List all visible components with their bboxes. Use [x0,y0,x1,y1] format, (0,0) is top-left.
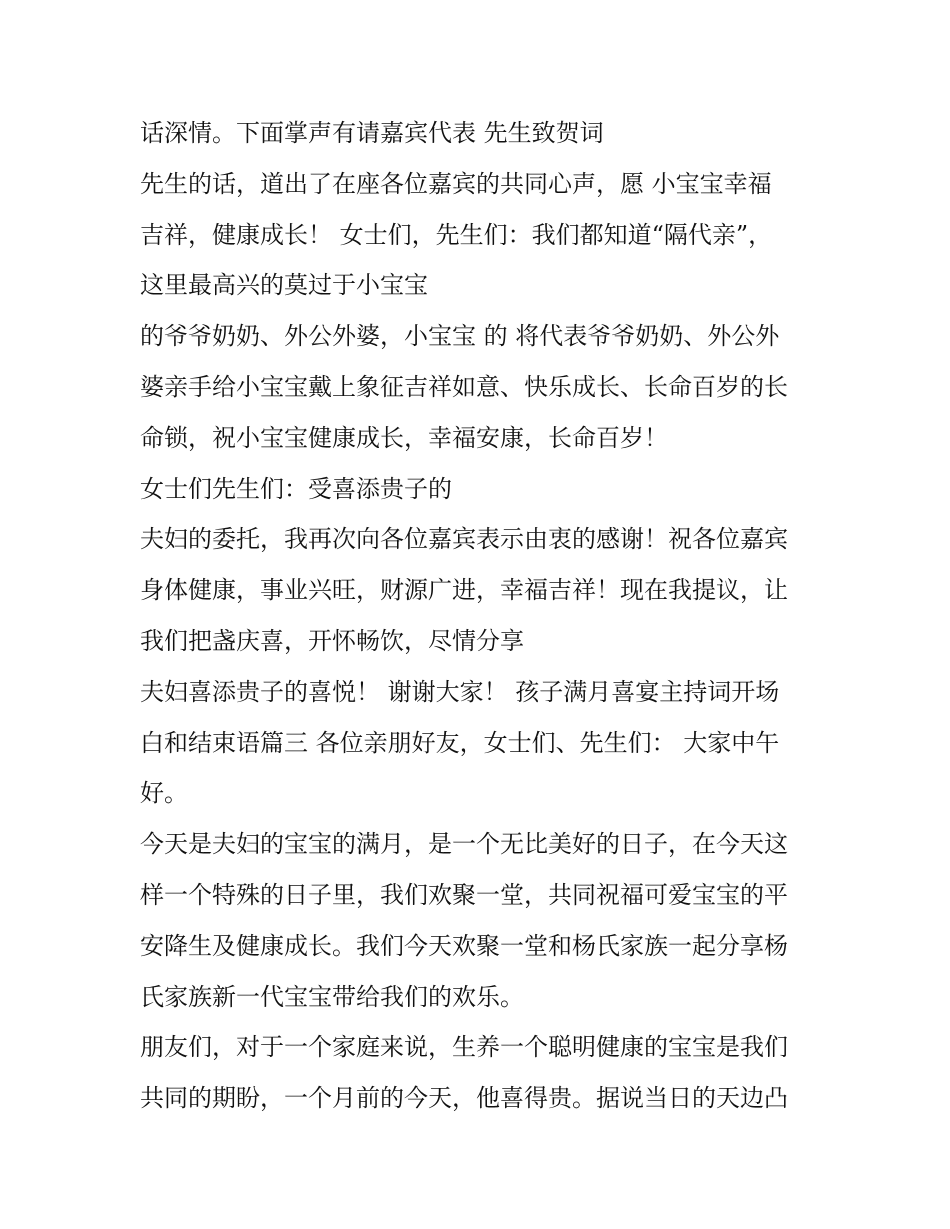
text-line: 吉祥，健康成长！ 女士们，先生们：我们都知道“隔代亲”， [140,220,773,249]
text-line: 样一个特殊的日子里，我们欢聚一堂，共同祝福可爱宝宝的平 [140,880,788,909]
text-line: 好。 [140,779,188,808]
text-line: 氏家族新一代宝宝带给我们的欢乐。 [140,982,524,1011]
text-line: 这里最高兴的莫过于小宝宝 [140,271,428,300]
document-body [140,108,830,1124]
text-line: 女士们先生们：受喜添贵子的 [140,474,452,503]
text-line: 身体健康，事业兴旺，财源广进，幸福吉祥！现在我提议，让 [140,576,788,605]
text-line: 今天是夫妇的宝宝的满月，是一个无比美好的日子，在今天这 [140,830,788,859]
text-line: 夫妇的委托，我再次向各位嘉宾表示由衷的感谢！祝各位嘉宾 [140,525,788,554]
text-line: 共同的期盼，一个月前的今天，他喜得贵。据说当日的天边凸 [140,1084,788,1113]
text-line: 夫妇喜添贵子的喜悦！ 谢谢大家！ 孩子满月喜宴主持词开场 [140,677,780,706]
text-line: 安降生及健康成长。我们今天欢聚一堂和杨氏家族一起分享杨 [140,931,788,960]
text-line: 白和结束语篇三 各位亲朋好友，女士们、先生们： 大家中午 [140,728,780,757]
text-line: 我们把盏庆喜，开怀畅饮，尽情分享 [140,626,524,655]
text-line: 婆亲手给小宝宝戴上象征吉祥如意、快乐成长、长命百岁的长 [140,372,788,401]
text-line: 话深情。下面掌声有请嘉宾代表 先生致贺词 [140,119,604,147]
text-line: 朋友们，对于一个家庭来说，生养一个聪明健康的宝宝是我们 [140,1033,788,1062]
text-line: 先生的话，道出了在座各位嘉宾的共同心声，愿 小宝宝幸福 [140,169,772,198]
text-line: 的爷爷奶奶、外公外婆，小宝宝 的 将代表爷爷奶奶、外公外 [140,322,780,351]
text-line: 命锁，祝小宝宝健康成长，幸福安康，长命百岁！ [140,423,668,452]
